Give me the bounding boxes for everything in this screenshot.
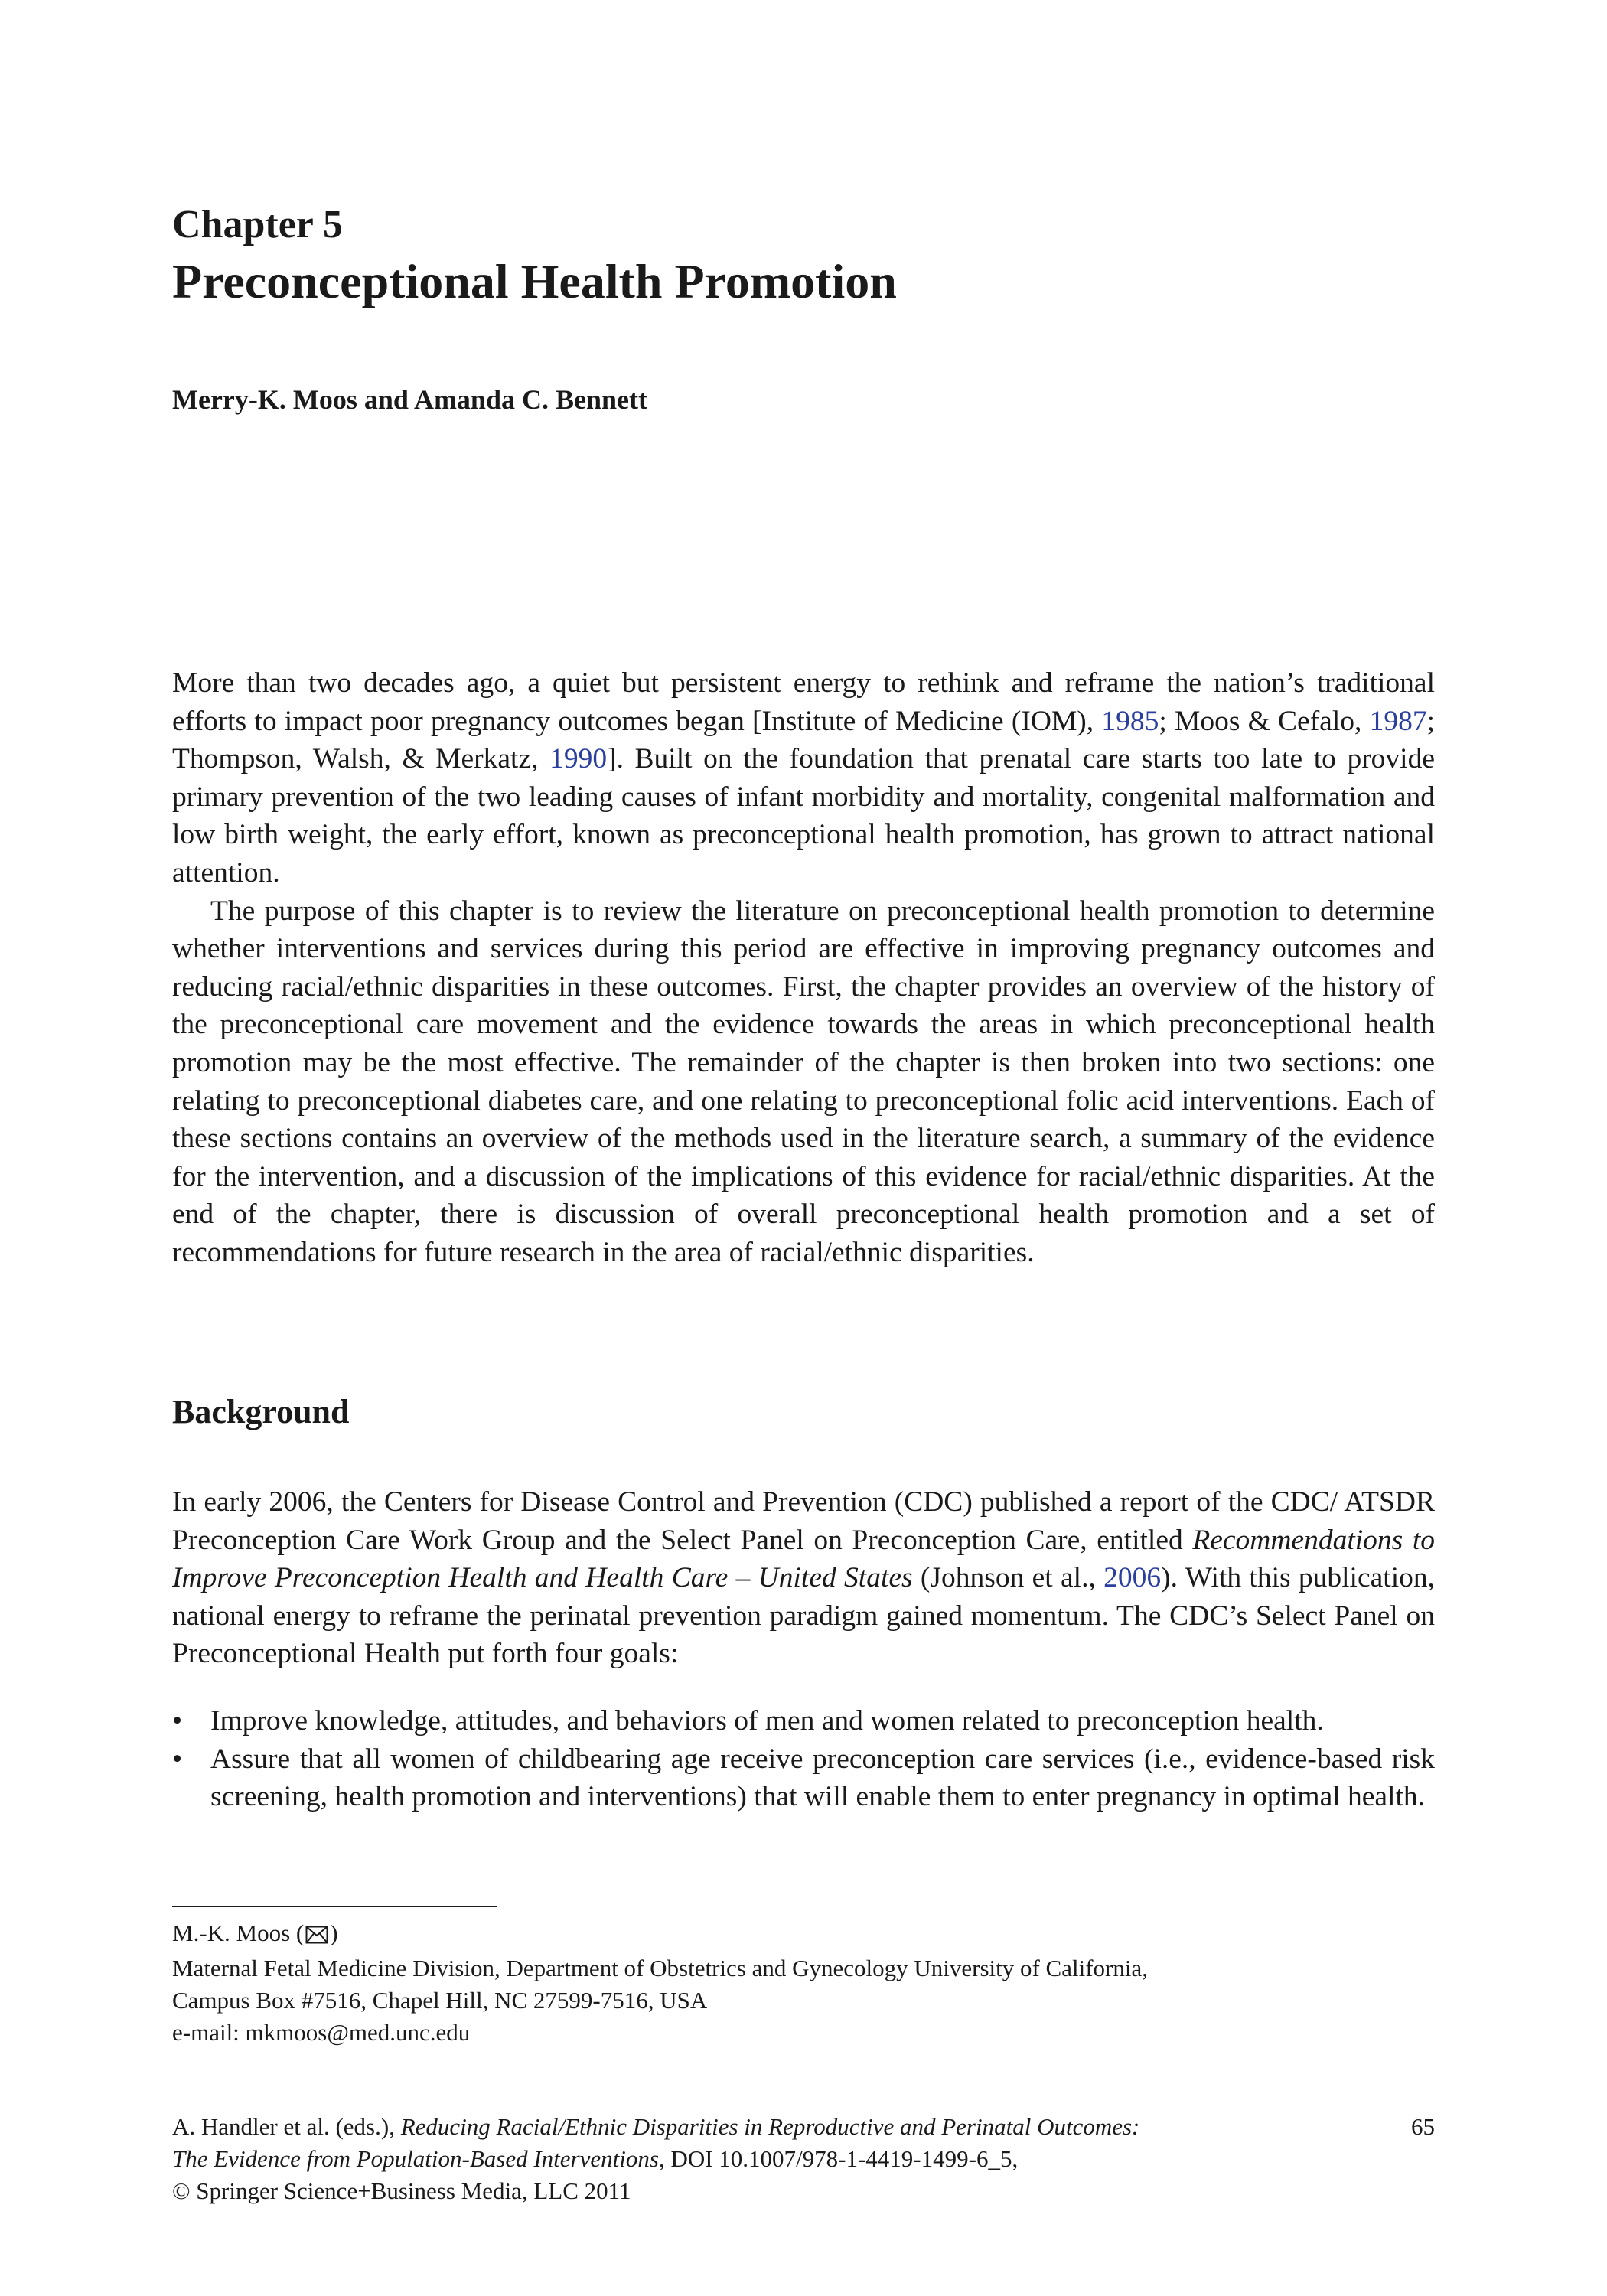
list-item-text: Assure that all women of childbearing age receive preconception care services (i.e., evidence-based risk screening, health promotion and interventions) that will enable them to enter pregnancy in optimal health. [210,1743,1435,1813]
intro-text: ]. Built on the foundation that prenatal care starts too late to provide primary prevention of the two leading causes of infant morbidity and mortality, congenital malformation and low birth weight, the early effort, known as preconceptional health promotion, has grown to attract national attention. [172,743,1435,889]
background-text: (Johnson et al., [912,1562,1104,1594]
chapter-label: Chapter 5 [172,203,343,246]
footnote-name-close: ) [330,1919,338,1946]
intro-text: More than two decades ago, a quiet but persistent energy to rethink and reframe the nation’s traditional efforts to impact poor pregnancy outcomes began [Institute of Medicine (IOM), [172,667,1435,737]
page-number: 65 [1411,2113,1435,2140]
bullet-icon: • [172,1743,183,1775]
source-copyright: © Springer Science+Business Media, LLC 2011 [172,2177,631,2204]
footnote-divider [172,1906,497,1907]
list-item [172,1740,1435,1816]
intro-section [172,664,1435,1272]
footnote-name-line [172,1917,1435,1952]
source-line-2 [172,2143,1320,2175]
citation-link-moos-1987[interactable]: 1987 [1369,705,1427,737]
footnote-name: M.-K. Moos ( [172,1919,305,1946]
envelope-icon[interactable] [305,1920,328,1952]
background-paragraph-1 [172,1483,1435,1673]
list-item-text: Improve knowledge, attitudes, and behaviors of men and women related to preconception health. [210,1704,1324,1737]
book-title-1: Reducing Racial/Ethnic Disparities in Reproductive and Perinatal Outcomes: [400,2113,1140,2140]
citation-link-johnson-2006[interactable]: 2006 [1103,1562,1162,1594]
source-line-1 [172,2111,1320,2143]
list-item [172,1702,1435,1740]
source-citation [172,2111,1320,2207]
citation-link-thompson-1990[interactable]: 1990 [549,743,608,775]
author-footnote [172,1917,1435,2049]
intro-text: ; Thompson, Walsh, & Merkatz, [172,705,1436,775]
section-heading-background: Background [172,1393,350,1430]
intro-text: ; Moos & Cefalo, [1159,705,1370,737]
intro-paragraph-1 [172,664,1435,892]
background-text: ). With this publication, national energy to reframe the perinatal prevention paradigm gained momentum. The CDC’s Select Panel on Preconceptional Health put forth four goals: [172,1562,1435,1670]
goals-list [172,1702,1435,1816]
chapter-title: Preconceptional Health Promotion [172,254,897,308]
citation-link-iom-1985[interactable]: 1985 [1101,705,1159,737]
background-section [172,1483,1435,1816]
authors: Merry-K. Moos and Amanda C. Bennett [172,384,647,415]
footnote-affiliation-1: Maternal Fetal Medicine Division, Department of Obstetrics and Gynecology University of California, [172,1955,1148,1981]
bullet-icon: • [172,1704,183,1737]
source-doi: , DOI 10.1007/978-1-4419-1499-6_5, [658,2145,1019,2172]
intro-paragraph-2: The purpose of this chapter is to review the literature on preconceptional health promotion to determine whether interventions and services during this period are effective in improving pregnancy outcomes and reducing racial/ethnic disparities in these outcomes. First, the chapter provides an overview of the history of the preconceptional care movement and the evidence towards the areas in which preconceptional health promotion may be the most effective. The remainder of the chapter is then broken into two sections: one relating to preconceptional diabetes care, and one relating to preconceptional folic acid interventions. Each of these sections contains an overview of the methods used in the literature search, a summary of the evidence for the intervention, and a discussion of the implications of this evidence for racial/ethnic disparities. At the end of the chapter, there is discussion of overall preconceptional health promotion and a set of recommendations for future research in the area of racial/ethnic disparities. [172,895,1435,1268]
source-editors: A. Handler et al. (eds.), [172,2113,401,2140]
footnote-email[interactable]: e-mail: mkmoos@med.unc.edu [172,2019,471,2046]
background-text: In early 2006, the Centers for Disease Control and Prevention (CDC) published a report of the CDC/ ATSDR Preconception Care Work Group and the Select Panel on Preconception Care, entitled [172,1486,1435,1556]
book-title-2: The Evidence from Population-Based Interventions [172,2145,659,2172]
footnote-affiliation-2: Campus Box #7516, Chapel Hill, NC 27599-7516, USA [172,1987,708,2014]
report-title: Recommendations to Improve Preconception Health and Health Care – United States [172,1524,1435,1594]
